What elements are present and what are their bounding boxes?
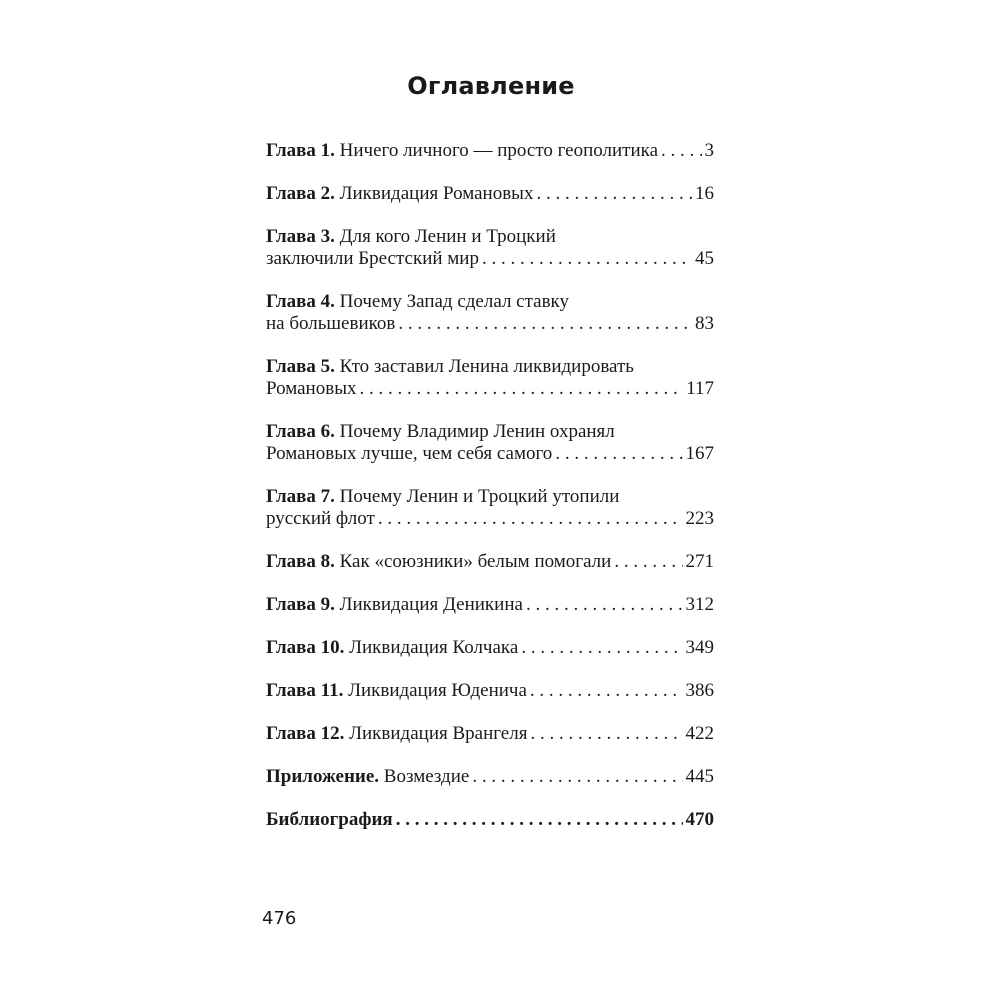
- toc-entry: [266, 140, 714, 162]
- toc-entry-page: 445: [685, 766, 714, 787]
- toc-list: [266, 140, 714, 852]
- toc-entry-text: [266, 680, 527, 702]
- toc-leader-dots: [398, 313, 692, 335]
- toc-entry-label: Глава 2.: [266, 183, 335, 204]
- toc-entry-label: Глава 8.: [266, 551, 335, 572]
- toc-entry-page: 470: [685, 809, 714, 830]
- toc-entry-text: [266, 508, 375, 530]
- toc-entry-text: [266, 313, 395, 335]
- toc-heading: Оглавление: [407, 72, 575, 100]
- toc-entry-line: [266, 356, 714, 378]
- toc-leader-dots: [555, 443, 682, 465]
- toc-entry-text: [266, 356, 634, 378]
- toc-entry-title: Почему Владимир Ленин охранял: [339, 421, 615, 442]
- toc-entry-line: [266, 680, 714, 702]
- toc-entry-line: [266, 723, 714, 745]
- toc-entry-line: [266, 766, 714, 788]
- toc-entry-page: 3: [704, 140, 714, 161]
- toc-entry: [266, 486, 714, 530]
- toc-entry-label: Глава 3.: [266, 226, 335, 247]
- toc-entry-text: [266, 723, 527, 745]
- toc-entry-line: [266, 226, 714, 248]
- toc-entry-line: [266, 551, 714, 573]
- page-number: 476: [262, 908, 297, 929]
- toc-entry-text: [266, 378, 356, 400]
- toc-entry-text: [266, 183, 533, 205]
- toc-entry-line: [266, 140, 714, 162]
- toc-entry-page: 117: [686, 378, 714, 399]
- toc-entry: [266, 226, 714, 270]
- toc-entry-text: [266, 637, 518, 659]
- toc-entry-title: Кто заставил Ленина ликвидировать: [339, 356, 634, 377]
- toc-entry: [266, 551, 714, 573]
- toc-entry-label: Глава 6.: [266, 421, 335, 442]
- toc-entry-title: Почему Запад сделал ставку: [339, 291, 570, 312]
- toc-entry-title: Для кого Ленин и Троцкий: [339, 226, 556, 247]
- toc-entry-text: [266, 291, 569, 313]
- toc-entry: [266, 421, 714, 465]
- toc-entry-label: Глава 1.: [266, 140, 335, 161]
- toc-leader-dots: [530, 723, 682, 745]
- toc-entry-label: Глава 12.: [266, 723, 345, 744]
- toc-entry-page: 45: [695, 248, 714, 269]
- toc-entry-page: 271: [685, 551, 714, 572]
- toc-leader-dots: [614, 551, 682, 573]
- toc-entry-line: [266, 291, 714, 313]
- toc-entry-line: [266, 637, 714, 659]
- toc-entry-text: [266, 226, 556, 248]
- toc-entry-text: [266, 551, 611, 573]
- toc-entry-line: [266, 809, 714, 831]
- toc-entry-label: Глава 9.: [266, 594, 335, 615]
- toc-entry-title: Ликвидация Романовых: [339, 183, 534, 204]
- toc-entry-text: [266, 140, 658, 162]
- toc-entry-label: Глава 10.: [266, 637, 345, 658]
- toc-entry-label: Библиография: [266, 809, 393, 830]
- toc-leader-dots: [396, 809, 683, 831]
- toc-entry: [266, 637, 714, 659]
- toc-leader-dots: [482, 248, 692, 270]
- toc-entry-title: Ликвидация Деникина: [339, 594, 523, 615]
- toc-entry-title: Как «союзники» белым помогали: [339, 551, 612, 572]
- toc-entry-page: 223: [685, 508, 714, 529]
- toc-entry-text: [266, 486, 619, 508]
- toc-entry-label: Глава 4.: [266, 291, 335, 312]
- toc-entry-title: Ликвидация Юденича: [348, 680, 527, 701]
- toc-entry: [266, 680, 714, 702]
- toc-entry-text: [266, 809, 393, 831]
- toc-entry-title: на большевиков: [266, 313, 396, 334]
- toc-entry-line: [266, 313, 714, 335]
- toc-entry-label: Приложение.: [266, 766, 380, 787]
- toc-leader-dots: [530, 680, 683, 702]
- toc-entry-title: Возмездие: [383, 766, 470, 787]
- toc-entry-title: Романовых лучше, чем себя самого: [266, 443, 553, 464]
- toc-entry-line: [266, 378, 714, 400]
- toc-entry-text: [266, 594, 523, 616]
- toc-entry-line: [266, 421, 714, 443]
- toc-leader-dots: [472, 766, 682, 788]
- toc-leader-dots: [521, 637, 682, 659]
- toc-entry-text: [266, 248, 479, 270]
- toc-entry-text: [266, 443, 552, 465]
- toc-entry: [266, 183, 714, 205]
- toc-entry-text: [266, 766, 469, 788]
- toc-entry-page: 167: [685, 443, 714, 464]
- toc-leader-dots: [526, 594, 683, 616]
- toc-entry-line: [266, 443, 714, 465]
- toc-entry: [266, 594, 714, 616]
- toc-entry-page: 349: [685, 637, 714, 658]
- toc-leader-dots: [536, 183, 692, 205]
- toc-entry: [266, 766, 714, 788]
- toc-entry-label: Глава 7.: [266, 486, 335, 507]
- toc-entry-label: Глава 5.: [266, 356, 335, 377]
- toc-entry-title: Романовых: [266, 378, 357, 399]
- toc-entry: [266, 723, 714, 745]
- toc-entry-title: Ликвидация Врангеля: [349, 723, 528, 744]
- toc-entry-page: 386: [685, 680, 714, 701]
- toc-entry-line: [266, 183, 714, 205]
- toc-leader-dots: [359, 378, 683, 400]
- toc-entry: [266, 809, 714, 831]
- toc-entry-title: заключили Брестский мир: [266, 248, 479, 269]
- toc-entry-line: [266, 594, 714, 616]
- toc-entry: [266, 291, 714, 335]
- toc-entry-title: Почему Ленин и Троцкий утопили: [339, 486, 620, 507]
- toc-entry-text: [266, 421, 615, 443]
- toc-entry-page: 422: [685, 723, 714, 744]
- toc-leader-dots: [661, 140, 701, 162]
- toc-entry-title: русский флот: [266, 508, 375, 529]
- toc-leader-dots: [378, 508, 683, 530]
- toc-entry-label: Глава 11.: [266, 680, 344, 701]
- toc-entry: [266, 356, 714, 400]
- toc-entry-page: 83: [695, 313, 714, 334]
- toc-entry-line: [266, 486, 714, 508]
- toc-entry-title: Ничего личного — просто геополитика: [339, 140, 659, 161]
- toc-entry-line: [266, 508, 714, 530]
- toc-entry-title: Ликвидация Колчака: [349, 637, 519, 658]
- toc-entry-line: [266, 248, 714, 270]
- toc-entry-page: 312: [685, 594, 714, 615]
- toc-entry-page: 16: [695, 183, 714, 204]
